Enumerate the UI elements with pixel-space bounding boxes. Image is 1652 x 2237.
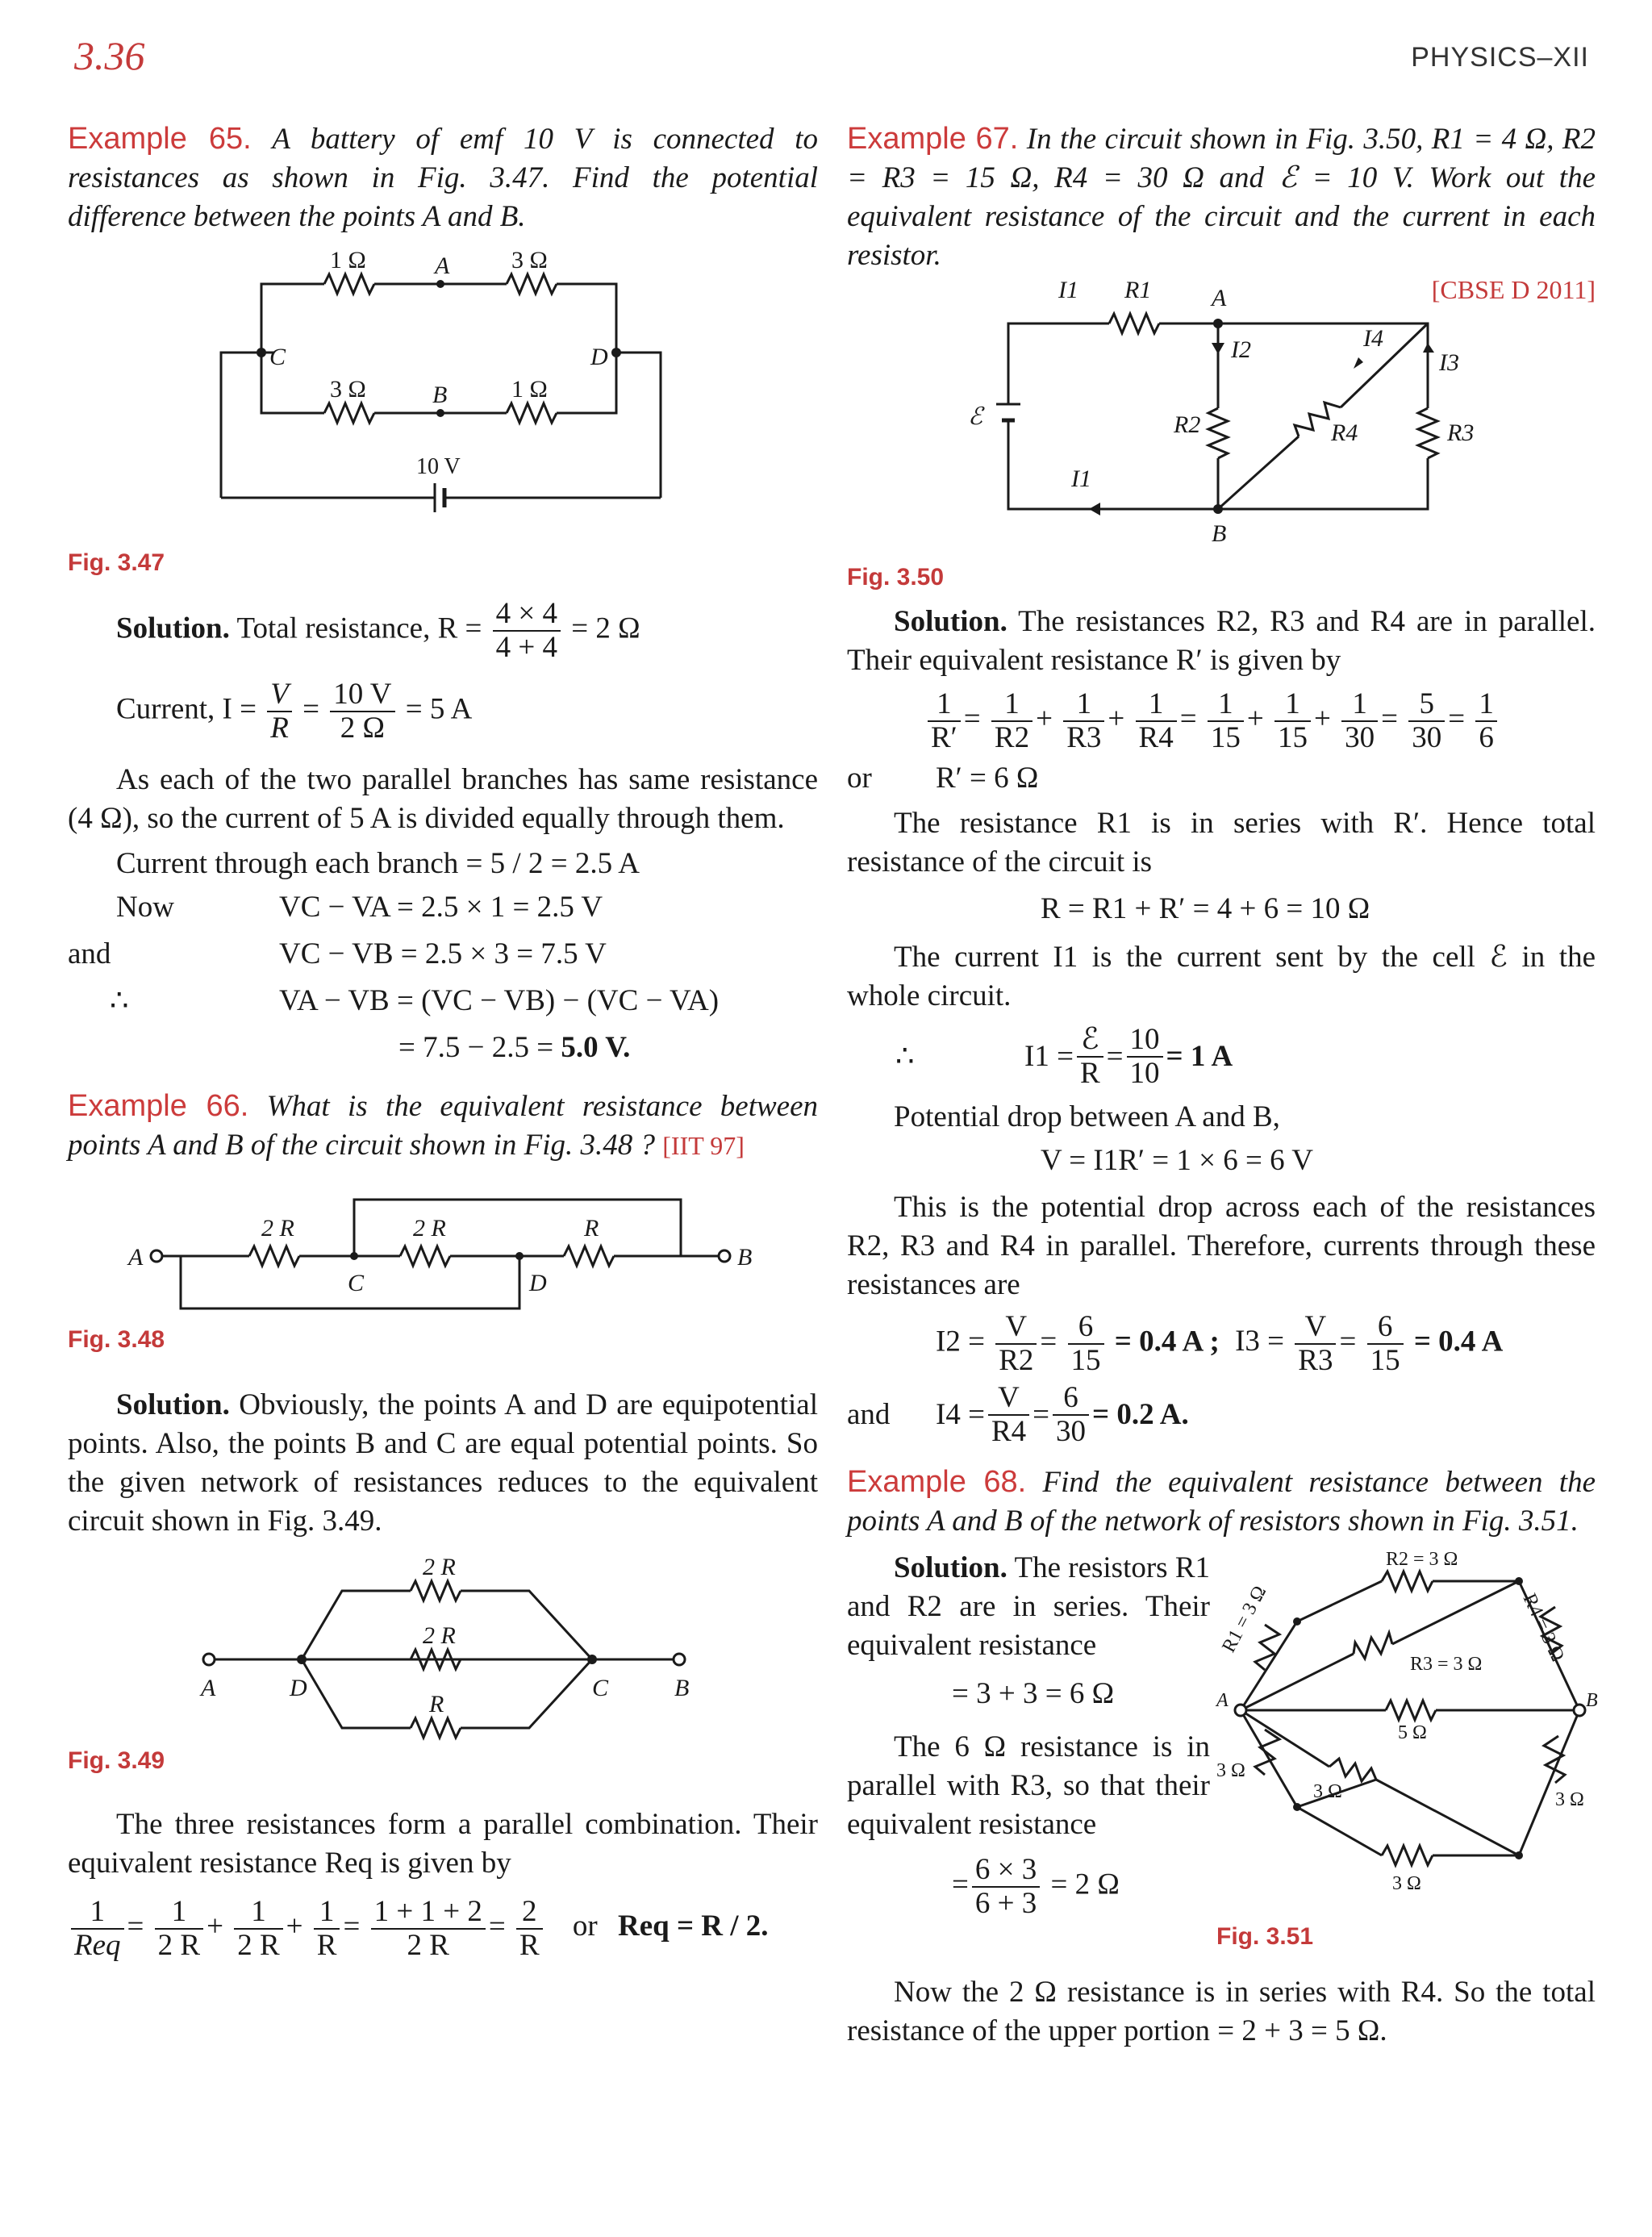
- ex65-eq-block: Now VC − VA = 2.5 × 1 = 2.5 V and VC − VB = 2.5 × 3 = 7.5 V ∴ VA − VB = (VC − VB) − (VC − VA) = 7.5 − 2.5 = 5.0 V.: [68, 891, 720, 1064]
- svg-text:I4: I4: [1363, 325, 1383, 352]
- svg-text:B: B: [1586, 1690, 1598, 1711]
- book-title: PHYSICS–XII: [1411, 42, 1589, 73]
- svg-text:I3: I3: [1439, 349, 1459, 376]
- ex67-i1: ∴ I1 = $\frac{\text{ℰ}}{R}$ = $\frac{10}{10}$ = 1 A: [895, 1023, 1233, 1090]
- example-66-label: Example 66.: [68, 1089, 249, 1123]
- figure-3-48-caption: Fig. 3.48: [68, 1326, 165, 1353]
- svg-text:I2: I2: [1231, 336, 1251, 363]
- svg-text:R3: R3: [1447, 419, 1475, 446]
- svg-text:A: A: [1212, 285, 1227, 311]
- figure-3-47: [68, 248, 818, 546]
- svg-text:D: D: [290, 1675, 307, 1701]
- ex67-i4: and I4 = $\frac{V}{R4}$ = $\frac{6}{30}$ = 0.2 A.: [847, 1381, 1189, 1448]
- left-column: [68, 119, 818, 1962]
- svg-text:R2: R2: [1174, 411, 1201, 438]
- ex68-sol3: Now the 2 Ω resistance is in series with R4. So the total resistance of the upper portion = 2 + 3 = 5 Ω.: [847, 1976, 1596, 2047]
- svg-text:R3 = 3 Ω: R3 = 3 Ω: [1410, 1654, 1483, 1675]
- ex67-sol3: The current I1 is the current sent by the cell ℰ in the whole circuit.: [847, 941, 1596, 1012]
- svg-text:I1: I1: [1058, 277, 1078, 303]
- figure-3-51: [1216, 1541, 1596, 1944]
- figure-3-47-caption: Fig. 3.47: [68, 549, 165, 576]
- svg-text:A: A: [201, 1675, 216, 1701]
- svg-text:ℰ: ℰ: [968, 403, 983, 430]
- figure-3-49: [68, 1554, 818, 1752]
- ex65-current: Current, I = $\frac{V}{R}$ = $\frac{10 V}{2 \Omega}$ = 5 A: [116, 678, 473, 745]
- svg-text:R1: R1: [1124, 277, 1152, 303]
- figure-3-50-caption: Fig. 3.50: [847, 564, 945, 591]
- ex68-body: [847, 1541, 1596, 1993]
- figure-3-51-caption: Fig. 3.51: [1216, 1923, 1314, 1950]
- svg-text:A: A: [128, 1244, 144, 1271]
- svg-text:R: R: [429, 1691, 444, 1717]
- svg-text:R1 = 3 Ω: R1 = 3 Ω: [1218, 1582, 1271, 1656]
- example-68-label: Example 68.: [847, 1465, 1027, 1499]
- ex67-ref: [CBSE D 2011]: [1431, 275, 1596, 304]
- svg-text:B: B: [674, 1675, 690, 1701]
- ex66-para2: The three resistances form a parallel combination. Their equivalent resistance Req is given by: [68, 1808, 818, 1880]
- ex68-solution-text: Solution. The resistors R1 and R2 are in series. Their equivalent resistance = 3 + 3 = 6 Ω The 6 Ω resistance is in parallel with R3, so that their equivalent resistance = $\frac{6 \times 3}{6 + 3}$ = 2 Ω: [847, 1551, 1210, 1920]
- ex67-parallel-eq: $\frac{1}{R'}$ = $\frac{1}{R2}$ + $\frac{1}{R3}$ + $\frac{1}{R4}$ = $\frac{1}{15}$ + $\frac{1}{15}$ + $\frac{1}{30}$ = $\frac{5}{30}$ = $\frac{1}{6}$: [847, 688, 1596, 754]
- example-65-question: [68, 119, 818, 236]
- example-67-question: Example 67. In the circuit shown in Fig. 3.50, R1 = 4 Ω, R2 = R3 = 15 Ω, R4 = 30 Ω and ℰ = 10 V. Work out the equivalent resistance of the circuit and the current in each resistor.: [847, 122, 1596, 272]
- ex65-branch-current: Current through each branch = 5 / 2 = 2.5 A: [116, 847, 640, 880]
- ex66-req-equation: $\frac{1}{\text{Req}}$ = $\frac{1}{2 R}$ + $\frac{1}{2 R}$ + $\frac{1}{R}$ = $\frac{1 + 1 + 2}{2 R}$ = $\frac{2}{R}$ or Req = R / 2.: [68, 1896, 818, 1962]
- svg-text:2 R: 2 R: [423, 1554, 456, 1580]
- svg-text:B: B: [1212, 520, 1227, 547]
- svg-text:3 Ω: 3 Ω: [1313, 1781, 1342, 1802]
- svg-text:B: B: [737, 1244, 753, 1271]
- svg-text:C: C: [348, 1270, 365, 1296]
- svg-text:R4: R4: [1331, 419, 1358, 446]
- right-column: [847, 119, 1596, 2051]
- fig347-r1: 1 Ω: [330, 247, 366, 273]
- svg-text:3 Ω: 3 Ω: [1555, 1789, 1584, 1810]
- svg-text:I1: I1: [1071, 465, 1091, 492]
- svg-text:C: C: [592, 1675, 609, 1701]
- ex67-sol1: Solution. The resistances R2, R3 and R4 are in parallel. Their equivalent resistance R′ is given by: [847, 605, 1596, 677]
- fig347-emf: 10 V: [416, 454, 461, 479]
- fig347-b: B: [432, 382, 448, 408]
- svg-text:3 Ω: 3 Ω: [1392, 1873, 1421, 1894]
- svg-text:R2 = 3 Ω: R2 = 3 Ω: [1386, 1549, 1458, 1570]
- svg-text:D: D: [529, 1270, 547, 1296]
- figure-3-50-wrap: [847, 275, 1596, 549]
- ex67-sol4: This is the potential drop across each of the resistances R2, R3 and R4 in parallel. Therefore, currents through these resistances are: [847, 1191, 1596, 1301]
- example-68-question: Example 68. Find the equivalent resistance between the points A and B of the network of resistors shown in Fig. 3.51.: [847, 1465, 1596, 1538]
- figure-3-48: [68, 1179, 818, 1317]
- svg-text:R: R: [584, 1215, 599, 1242]
- ex67-r-prime: or R′ = 6 Ω: [847, 762, 1039, 795]
- fig347-r3: 3 Ω: [330, 376, 366, 403]
- example-67-label: Example 67.: [847, 122, 1019, 156]
- ex65-solution-total: Solution. Total resistance, R = $\frac{4 \times 4}{4 + 4}$ = 2 Ω: [116, 597, 640, 664]
- ex67-pd-eq: V = I1R′ = 1 × 6 = 6 V: [1041, 1144, 1313, 1177]
- svg-text:R4 = 3 Ω: R4 = 3 Ω: [1518, 1590, 1568, 1665]
- ex66-solution: Solution. Obviously, the points A and D are equipotential points. Also, the points B and C are equal potential points. So the given network of resistances reduces to the equivalent circuit shown in Fig. 3.49.: [68, 1388, 818, 1538]
- svg-text:2 R: 2 R: [413, 1215, 446, 1242]
- svg-text:3 Ω: 3 Ω: [1216, 1760, 1245, 1781]
- svg-text:2 R: 2 R: [423, 1622, 456, 1649]
- figure-3-49-caption: Fig. 3.49: [68, 1747, 165, 1774]
- page-number: 3.36: [74, 33, 145, 78]
- ex67-sol2: The resistance R1 is in series with R′. Hence total resistance of the circuit is: [847, 807, 1596, 879]
- svg-text:5 Ω: 5 Ω: [1398, 1722, 1427, 1743]
- example-66-question: Example 66. What is the equivalent resistance between points A and B of the circuit shown in Fig. 3.48 ? [IIT 97]: [68, 1089, 819, 1162]
- example-65-text: A battery of emf 10 V is connected to resistances as shown in Fig. 3.47. Find the potential difference between the points A and B.: [68, 123, 818, 233]
- ex65-para: As each of the two parallel branches has same resistance (4 Ω), so the current of 5 A is divided equally through them.: [68, 763, 818, 835]
- fig347-d: D: [590, 344, 608, 370]
- fig347-r4: 1 Ω: [511, 376, 548, 403]
- ex67-total: R = R1 + R′ = 4 + 6 = 10 Ω: [1041, 892, 1370, 925]
- ex67-pd-text: Potential drop between A and B,: [894, 1100, 1280, 1133]
- fig347-r2: 3 Ω: [511, 247, 548, 273]
- fig347-a: A: [435, 252, 450, 279]
- example-65-label: Example 65.: [68, 122, 252, 156]
- fig347-c: C: [269, 344, 286, 370]
- ex67-i2-i3: I2 = $\frac{V}{R2}$ = $\frac{6}{15}$ = 0.4 A ; I3 = $\frac{V}{R3}$ = $\frac{6}{15}$ = 0.4 A: [936, 1310, 1504, 1377]
- svg-text:2 R: 2 R: [261, 1215, 294, 1242]
- svg-text:A: A: [1216, 1690, 1229, 1711]
- figure-3-50: [847, 275, 1596, 549]
